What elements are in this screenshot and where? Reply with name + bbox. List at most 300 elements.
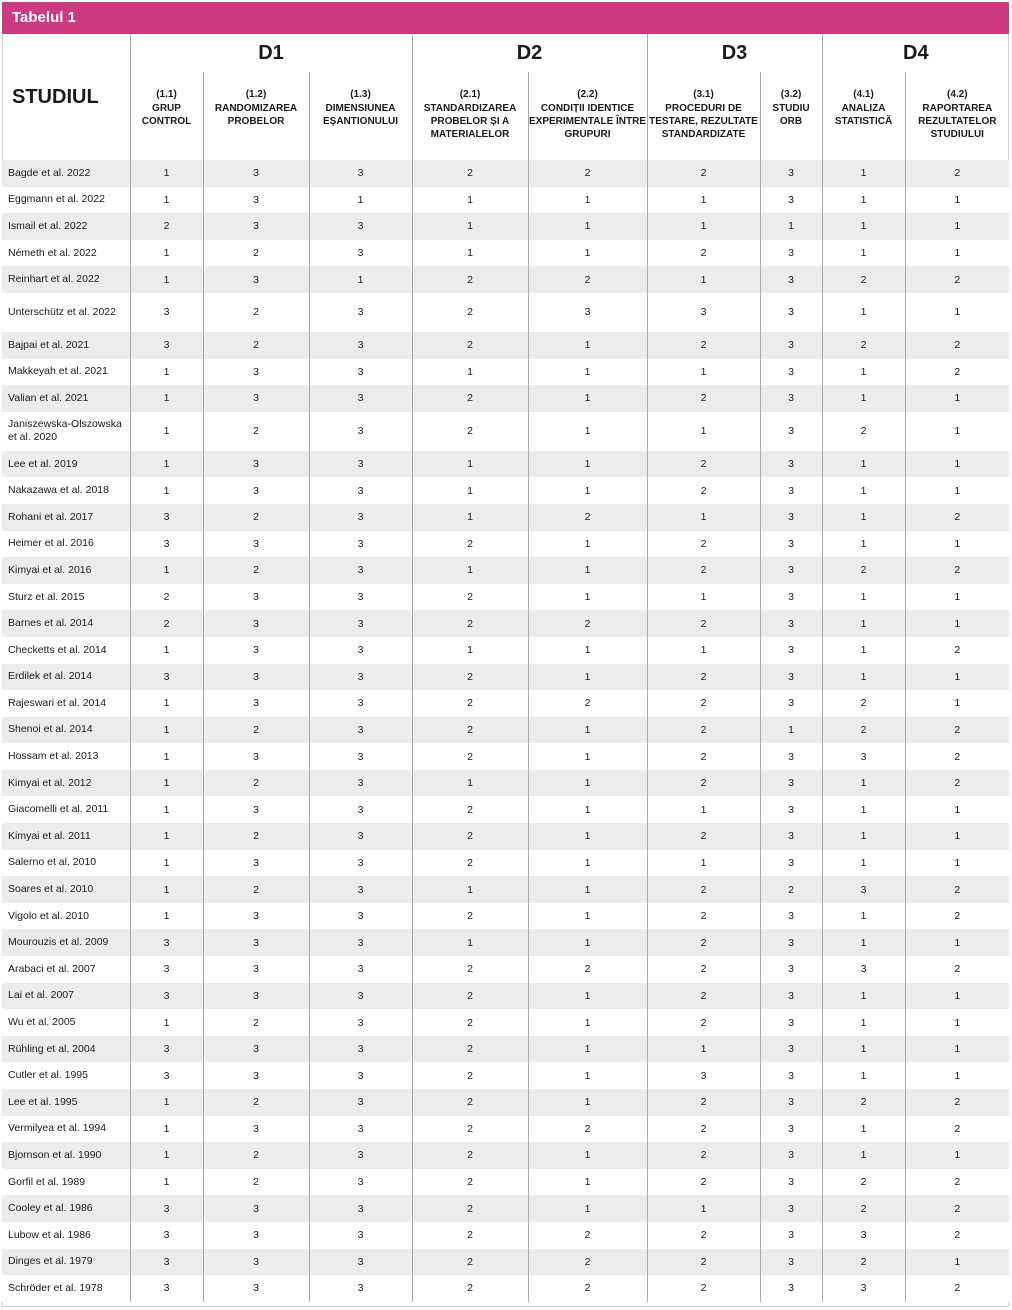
score-cell: 1 xyxy=(822,850,905,877)
table-row xyxy=(2,160,1009,187)
score-cell: 2 xyxy=(647,823,760,850)
criterion-header: (2.2) CONDIȚII IDENTICE EXPERIMENTALE ÎNTRE GRUPURI xyxy=(528,72,647,160)
score-cell: 2 xyxy=(412,332,528,359)
score-cell: 1 xyxy=(528,385,647,412)
score-cell: 1 xyxy=(822,451,905,478)
score-cell: 1 xyxy=(822,903,905,930)
score-cell: 1 xyxy=(822,504,905,531)
score-cell: 2 xyxy=(203,823,309,850)
score-cell: 3 xyxy=(309,557,412,584)
study-name-cell: Nakazawa et al. 2018 xyxy=(2,477,130,504)
score-cell: 3 xyxy=(203,664,309,691)
score-cell: 3 xyxy=(760,504,822,531)
score-cell: 3 xyxy=(760,1142,822,1169)
study-name-cell: Rajeswari et al. 2014 xyxy=(2,690,130,717)
table-row xyxy=(2,983,1009,1010)
score-cell: 1 xyxy=(905,664,1009,691)
study-name-cell: Arabaci et al. 2007 xyxy=(2,956,130,983)
score-cell: 3 xyxy=(647,293,760,332)
score-cell: 1 xyxy=(528,1195,647,1222)
score-cell: 2 xyxy=(528,1222,647,1249)
score-cell: 1 xyxy=(412,477,528,504)
score-cell: 1 xyxy=(528,213,647,240)
score-cell: 2 xyxy=(647,1116,760,1143)
table-row xyxy=(2,956,1009,983)
study-name-cell: Valian et al. 2021 xyxy=(2,385,130,412)
score-cell: 2 xyxy=(647,531,760,558)
score-cell: 2 xyxy=(412,1249,528,1276)
domain-header: D4 xyxy=(822,34,1009,72)
criteria-header-row xyxy=(2,72,1009,160)
study-name-cell: Cooley et al. 1986 xyxy=(2,1195,130,1222)
table-row xyxy=(2,770,1009,797)
score-cell: 2 xyxy=(203,1142,309,1169)
score-cell: 3 xyxy=(203,451,309,478)
score-cell: 2 xyxy=(412,160,528,187)
score-cell: 1 xyxy=(905,293,1009,332)
score-cell: 3 xyxy=(760,903,822,930)
score-cell: 1 xyxy=(412,504,528,531)
table-row xyxy=(2,1062,1009,1089)
score-cell: 2 xyxy=(412,1275,528,1302)
score-cell: 2 xyxy=(905,743,1009,770)
score-cell: 3 xyxy=(309,1009,412,1036)
score-cell: 3 xyxy=(309,610,412,637)
score-cell: 3 xyxy=(130,1249,203,1276)
table-row xyxy=(2,1275,1009,1302)
score-cell: 1 xyxy=(905,240,1009,267)
score-cell: 2 xyxy=(647,717,760,744)
score-cell: 3 xyxy=(760,690,822,717)
study-name-cell: Bagde et al. 2022 xyxy=(2,160,130,187)
score-cell: 1 xyxy=(130,796,203,823)
score-cell: 1 xyxy=(822,929,905,956)
score-cell: 3 xyxy=(760,385,822,412)
study-name-cell: Hossam et al. 2013 xyxy=(2,743,130,770)
score-cell: 1 xyxy=(130,451,203,478)
score-cell: 2 xyxy=(528,266,647,293)
score-cell: 3 xyxy=(203,160,309,187)
study-name-cell: Soares et al. 2010 xyxy=(2,876,130,903)
score-cell: 2 xyxy=(647,332,760,359)
score-cell: 1 xyxy=(412,359,528,386)
table-row xyxy=(2,717,1009,744)
criterion-header: (2.1) STANDARDIZAREA PROBELOR ȘI A MATERIALELOR xyxy=(412,72,528,160)
score-cell: 1 xyxy=(905,823,1009,850)
score-cell: 3 xyxy=(760,240,822,267)
score-cell: 3 xyxy=(760,451,822,478)
score-cell: 1 xyxy=(130,266,203,293)
score-cell: 3 xyxy=(203,743,309,770)
score-cell: 3 xyxy=(760,823,822,850)
score-cell: 3 xyxy=(760,1275,822,1302)
table-row xyxy=(2,359,1009,386)
score-cell: 1 xyxy=(130,385,203,412)
score-cell: 2 xyxy=(412,1142,528,1169)
score-cell: 1 xyxy=(822,385,905,412)
criterion-header: (3.2) STUDIU ORB xyxy=(760,72,822,160)
score-cell: 2 xyxy=(647,557,760,584)
score-cell: 2 xyxy=(647,664,760,691)
score-cell: 3 xyxy=(760,1222,822,1249)
score-cell: 1 xyxy=(905,1009,1009,1036)
score-cell: 3 xyxy=(760,770,822,797)
score-cell: 3 xyxy=(309,823,412,850)
score-cell: 2 xyxy=(412,266,528,293)
table-row xyxy=(2,1036,1009,1063)
score-cell: 1 xyxy=(528,743,647,770)
score-cell: 2 xyxy=(412,584,528,611)
criterion-header: (1.1) GRUP CONTROL xyxy=(130,72,203,160)
score-cell: 3 xyxy=(760,412,822,451)
table-row xyxy=(2,850,1009,877)
score-cell: 1 xyxy=(905,1142,1009,1169)
score-cell: 2 xyxy=(412,983,528,1010)
score-cell: 1 xyxy=(528,531,647,558)
score-cell: 3 xyxy=(309,359,412,386)
table-row xyxy=(2,451,1009,478)
score-cell: 1 xyxy=(528,1062,647,1089)
table-title: Tabelul 1 xyxy=(2,2,1009,34)
score-cell: 2 xyxy=(822,412,905,451)
score-cell: 1 xyxy=(905,477,1009,504)
score-cell: 2 xyxy=(822,1089,905,1116)
score-cell: 3 xyxy=(309,717,412,744)
score-cell: 3 xyxy=(203,1116,309,1143)
study-name-cell: Kimyai et al. 2011 xyxy=(2,823,130,850)
score-cell: 3 xyxy=(309,770,412,797)
score-cell: 2 xyxy=(203,1169,309,1196)
domain-header: D3 xyxy=(647,34,822,72)
score-cell: 2 xyxy=(905,266,1009,293)
score-cell: 1 xyxy=(528,584,647,611)
score-cell: 1 xyxy=(130,717,203,744)
score-cell: 2 xyxy=(905,160,1009,187)
score-cell: 3 xyxy=(203,983,309,1010)
score-cell: 1 xyxy=(647,1195,760,1222)
table-row xyxy=(2,240,1009,267)
score-cell: 2 xyxy=(822,1249,905,1276)
score-cell: 2 xyxy=(412,850,528,877)
score-cell: 2 xyxy=(905,1116,1009,1143)
score-cell: 3 xyxy=(130,504,203,531)
criterion-header: (4.2) RAPORTAREA REZULTATELOR STUDIULUI xyxy=(905,72,1009,160)
score-cell: 3 xyxy=(203,266,309,293)
score-cell: 3 xyxy=(309,332,412,359)
score-cell: 3 xyxy=(309,637,412,664)
score-cell: 1 xyxy=(905,929,1009,956)
score-cell: 3 xyxy=(130,1222,203,1249)
score-cell: 3 xyxy=(309,240,412,267)
score-cell: 3 xyxy=(760,1169,822,1196)
score-cell: 1 xyxy=(130,412,203,451)
score-cell: 1 xyxy=(130,1169,203,1196)
score-cell: 2 xyxy=(647,1169,760,1196)
study-name-cell: Heimer et al. 2016 xyxy=(2,531,130,558)
study-name-cell: Janiszewska-Olszowska et al. 2020 xyxy=(2,412,130,451)
score-cell: 1 xyxy=(647,637,760,664)
score-cell: 1 xyxy=(412,451,528,478)
study-name-cell: Checketts et al. 2014 xyxy=(2,637,130,664)
score-cell: 1 xyxy=(130,359,203,386)
score-cell: 3 xyxy=(130,531,203,558)
score-cell: 1 xyxy=(130,770,203,797)
score-cell: 1 xyxy=(822,584,905,611)
score-cell: 2 xyxy=(203,293,309,332)
score-cell: 2 xyxy=(130,213,203,240)
study-name-cell: Vigolo et al. 2010 xyxy=(2,903,130,930)
score-cell: 1 xyxy=(760,717,822,744)
score-cell: 1 xyxy=(528,1089,647,1116)
score-cell: 1 xyxy=(822,240,905,267)
score-cell: 2 xyxy=(528,690,647,717)
score-cell: 2 xyxy=(647,1009,760,1036)
score-cell: 1 xyxy=(647,266,760,293)
score-cell: 1 xyxy=(412,557,528,584)
score-cell: 2 xyxy=(203,557,309,584)
score-cell: 1 xyxy=(822,213,905,240)
score-cell: 3 xyxy=(760,610,822,637)
score-cell: 1 xyxy=(647,796,760,823)
table-row xyxy=(2,637,1009,664)
score-cell: 1 xyxy=(412,213,528,240)
score-cell: 3 xyxy=(528,293,647,332)
study-name-cell: Cutler et al. 1995 xyxy=(2,1062,130,1089)
score-cell: 3 xyxy=(309,1222,412,1249)
score-cell: 3 xyxy=(309,876,412,903)
score-cell: 2 xyxy=(647,876,760,903)
score-cell: 3 xyxy=(309,1062,412,1089)
score-cell: 1 xyxy=(822,823,905,850)
score-cell: 3 xyxy=(203,1222,309,1249)
score-cell: 1 xyxy=(528,717,647,744)
score-cell: 2 xyxy=(647,385,760,412)
score-cell: 3 xyxy=(309,584,412,611)
table-row xyxy=(2,531,1009,558)
score-cell: 1 xyxy=(412,637,528,664)
study-name-cell: Rühling et al. 2004 xyxy=(2,1036,130,1063)
score-cell: 3 xyxy=(309,213,412,240)
score-cell: 1 xyxy=(822,796,905,823)
study-name-cell: Shenoi et al. 2014 xyxy=(2,717,130,744)
score-cell: 1 xyxy=(647,412,760,451)
score-cell: 3 xyxy=(760,266,822,293)
score-cell: 2 xyxy=(412,823,528,850)
study-name-cell: Gorfil et al. 1989 xyxy=(2,1169,130,1196)
score-cell: 2 xyxy=(647,929,760,956)
score-cell: 2 xyxy=(528,1249,647,1276)
score-cell: 2 xyxy=(412,610,528,637)
score-cell: 1 xyxy=(905,584,1009,611)
score-cell: 2 xyxy=(822,717,905,744)
score-cell: 1 xyxy=(905,796,1009,823)
score-cell: 2 xyxy=(412,1062,528,1089)
score-cell: 2 xyxy=(647,477,760,504)
score-cell: 2 xyxy=(647,983,760,1010)
score-cell: 1 xyxy=(905,850,1009,877)
score-cell: 2 xyxy=(412,743,528,770)
score-cell: 3 xyxy=(760,584,822,611)
score-cell: 3 xyxy=(309,983,412,1010)
score-cell: 1 xyxy=(528,332,647,359)
score-cell: 2 xyxy=(647,1142,760,1169)
table-row xyxy=(2,1142,1009,1169)
score-cell: 2 xyxy=(412,690,528,717)
score-cell: 3 xyxy=(760,1062,822,1089)
score-cell: 3 xyxy=(309,690,412,717)
score-cell: 2 xyxy=(412,1089,528,1116)
score-cell: 1 xyxy=(528,187,647,214)
study-name-cell: Mourouzis et al. 2009 xyxy=(2,929,130,956)
score-cell: 3 xyxy=(309,412,412,451)
score-cell: 3 xyxy=(760,637,822,664)
score-cell: 1 xyxy=(130,187,203,214)
score-cell: 1 xyxy=(528,796,647,823)
score-cell: 3 xyxy=(309,956,412,983)
score-cell: 2 xyxy=(905,903,1009,930)
score-cell: 3 xyxy=(203,610,309,637)
table-row xyxy=(2,664,1009,691)
score-cell: 2 xyxy=(647,903,760,930)
score-cell: 3 xyxy=(130,929,203,956)
score-cell: 1 xyxy=(130,160,203,187)
score-cell: 2 xyxy=(647,956,760,983)
score-cell: 1 xyxy=(130,1009,203,1036)
score-cell: 1 xyxy=(130,743,203,770)
score-cell: 2 xyxy=(905,1275,1009,1302)
study-name-cell: Eggmann et al. 2022 xyxy=(2,187,130,214)
study-name-cell: Makkeyah et al. 2021 xyxy=(2,359,130,386)
score-cell: 3 xyxy=(309,1036,412,1063)
score-cell: 3 xyxy=(760,983,822,1010)
criterion-header: (4.1) ANALIZA STATISTICĂ xyxy=(822,72,905,160)
score-cell: 3 xyxy=(760,1009,822,1036)
score-cell: 2 xyxy=(412,1116,528,1143)
score-cell: 2 xyxy=(822,557,905,584)
score-cell: 1 xyxy=(647,1036,760,1063)
score-cell: 1 xyxy=(905,451,1009,478)
score-cell: 1 xyxy=(822,637,905,664)
table-row xyxy=(2,1195,1009,1222)
score-cell: 1 xyxy=(412,876,528,903)
table-row xyxy=(2,1089,1009,1116)
table-row xyxy=(2,929,1009,956)
score-cell: 1 xyxy=(822,477,905,504)
table-row xyxy=(2,876,1009,903)
score-cell: 2 xyxy=(203,876,309,903)
score-cell: 3 xyxy=(760,850,822,877)
score-cell: 1 xyxy=(528,412,647,451)
score-cell: 3 xyxy=(309,477,412,504)
score-cell: 2 xyxy=(647,610,760,637)
score-cell: 3 xyxy=(130,1275,203,1302)
table-row xyxy=(2,293,1009,332)
score-cell: 3 xyxy=(760,187,822,214)
score-cell: 3 xyxy=(203,690,309,717)
score-cell: 2 xyxy=(905,332,1009,359)
score-cell: 3 xyxy=(822,876,905,903)
study-name-cell: Kimyai et al. 2016 xyxy=(2,557,130,584)
score-cell: 3 xyxy=(760,1116,822,1143)
score-cell: 1 xyxy=(130,903,203,930)
score-cell: 2 xyxy=(822,690,905,717)
score-cell: 3 xyxy=(203,1195,309,1222)
score-cell: 1 xyxy=(528,1169,647,1196)
score-cell: 1 xyxy=(822,293,905,332)
score-cell: 2 xyxy=(203,412,309,451)
study-name-cell: Kimyai et al. 2012 xyxy=(2,770,130,797)
score-cell: 2 xyxy=(412,1009,528,1036)
domain-header: D2 xyxy=(412,34,647,72)
table-row xyxy=(2,187,1009,214)
table-row xyxy=(2,412,1009,451)
score-cell: 3 xyxy=(309,903,412,930)
score-cell: 2 xyxy=(905,1195,1009,1222)
score-cell: 1 xyxy=(905,690,1009,717)
score-cell: 2 xyxy=(412,664,528,691)
score-cell: 1 xyxy=(822,983,905,1010)
score-cell: 3 xyxy=(203,956,309,983)
study-column-header: STUDIUL xyxy=(12,85,99,108)
score-cell: 2 xyxy=(905,956,1009,983)
score-cell: 1 xyxy=(905,610,1009,637)
score-cell: 3 xyxy=(130,956,203,983)
score-cell: 1 xyxy=(647,504,760,531)
score-cell: 1 xyxy=(822,1142,905,1169)
score-cell: 3 xyxy=(130,1036,203,1063)
study-name-cell: Lee et al. 2019 xyxy=(2,451,130,478)
score-cell: 2 xyxy=(412,385,528,412)
score-cell: 1 xyxy=(130,637,203,664)
score-cell: 3 xyxy=(309,293,412,332)
score-cell: 1 xyxy=(822,610,905,637)
table-row xyxy=(2,266,1009,293)
table-row xyxy=(2,213,1009,240)
criterion-header: (3.1) PROCEDURI DE TESTARE, REZULTATE STANDARDIZATE xyxy=(647,72,760,160)
score-cell: 2 xyxy=(412,531,528,558)
score-cell: 3 xyxy=(822,743,905,770)
table-row xyxy=(2,504,1009,531)
score-cell: 2 xyxy=(647,690,760,717)
score-cell: 2 xyxy=(905,1222,1009,1249)
score-cell: 1 xyxy=(528,451,647,478)
score-cell: 2 xyxy=(647,1275,760,1302)
score-cell: 1 xyxy=(130,477,203,504)
score-cell: 1 xyxy=(130,1142,203,1169)
score-cell: 3 xyxy=(760,557,822,584)
score-cell: 2 xyxy=(905,876,1009,903)
score-cell: 1 xyxy=(528,903,647,930)
score-cell: 3 xyxy=(203,929,309,956)
score-cell: 2 xyxy=(412,293,528,332)
score-cell: 2 xyxy=(203,717,309,744)
table-row xyxy=(2,1009,1009,1036)
table-row xyxy=(2,610,1009,637)
score-cell: 2 xyxy=(412,1222,528,1249)
score-cell: 2 xyxy=(822,1195,905,1222)
score-cell: 3 xyxy=(760,1036,822,1063)
score-cell: 1 xyxy=(905,1249,1009,1276)
study-name-cell: Németh et al. 2022 xyxy=(2,240,130,267)
study-name-cell: Giacomelli et al. 2011 xyxy=(2,796,130,823)
table-row xyxy=(2,477,1009,504)
score-cell: 2 xyxy=(647,770,760,797)
score-cell: 3 xyxy=(760,929,822,956)
score-cell: 3 xyxy=(760,359,822,386)
table-row xyxy=(2,557,1009,584)
score-cell: 3 xyxy=(203,1275,309,1302)
study-name-cell: Vermilyea et al. 1994 xyxy=(2,1116,130,1143)
